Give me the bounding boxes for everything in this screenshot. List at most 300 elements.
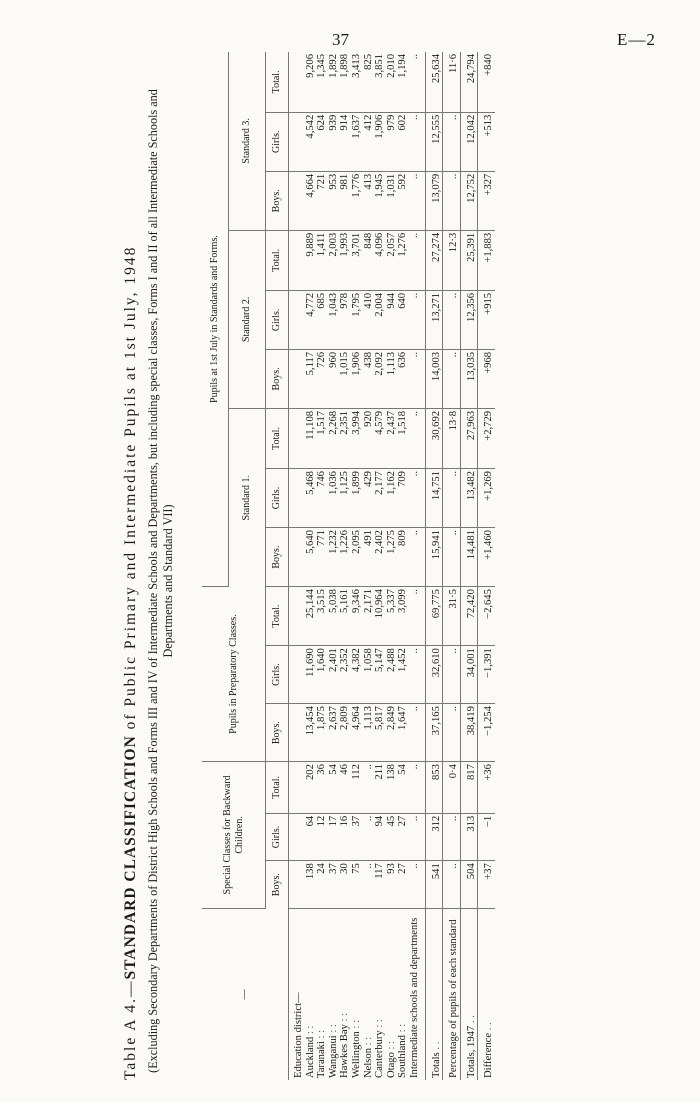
row-leader-dots: : : xyxy=(304,1025,316,1035)
row-leader-dots: . . xyxy=(483,1022,495,1031)
table-cell: +1,269 xyxy=(478,469,495,528)
table-heading xyxy=(118,52,200,1080)
district-label xyxy=(351,908,363,1080)
table-cell: 312 xyxy=(425,813,443,860)
table-cell: .. xyxy=(409,52,425,112)
table-cell: 1,015 xyxy=(339,349,351,408)
table-cell: 5,640 xyxy=(305,528,317,587)
table-row xyxy=(374,52,386,1080)
table-cell: 726 xyxy=(316,349,328,408)
table-cell: 37 xyxy=(328,861,340,908)
table-cell: 410 xyxy=(363,290,375,349)
row-leader-dots: : : xyxy=(397,1023,409,1033)
table-cell: 2,402 xyxy=(374,528,386,587)
table-cell: 979 xyxy=(386,112,398,171)
row-label-text: Wellington xyxy=(350,1031,362,1078)
table-cell: 960 xyxy=(328,349,340,408)
row-label-text: Totals, 1947 xyxy=(465,1025,477,1078)
table-cell: 112 xyxy=(351,762,363,814)
table-cell: 12 xyxy=(316,813,328,860)
table-cell: 1,043 xyxy=(328,290,340,349)
table-cell: 1,452 xyxy=(397,646,409,704)
table-cell: .. xyxy=(409,861,425,908)
table-cell: 15,941 xyxy=(425,528,443,587)
table-cell: 685 xyxy=(316,290,328,349)
table-cell: 3,099 xyxy=(397,587,409,646)
table-cell: 5,337 xyxy=(386,587,398,646)
row-label-text: Otago xyxy=(385,1052,397,1078)
table-cell: 202 xyxy=(305,762,317,814)
table-cell: 3,515 xyxy=(316,587,328,646)
section-label: Education district— xyxy=(293,992,304,1078)
table-cell: 1,993 xyxy=(339,230,351,290)
table-cell-empty xyxy=(289,171,305,230)
table-cell: 72,420 xyxy=(460,587,478,646)
table-cell-empty xyxy=(289,469,305,528)
district-label xyxy=(305,908,317,1080)
table-cell-empty xyxy=(289,646,305,704)
table-cell: 2,488 xyxy=(386,646,398,704)
table-title xyxy=(122,52,140,1080)
table-row xyxy=(351,52,363,1080)
row-leader-dots: : : xyxy=(385,1040,397,1050)
table-cell: 4,382 xyxy=(351,646,363,704)
district-label xyxy=(328,908,340,1080)
table-cell: 1,647 xyxy=(397,704,409,762)
subcol-header-boys: Boys. xyxy=(266,349,289,408)
table-cell: .. xyxy=(409,587,425,646)
table-cell: 491 xyxy=(363,528,375,587)
subcol-header-total: Total. xyxy=(266,408,289,468)
table-cell: 5,147 xyxy=(374,646,386,704)
table-cell: 981 xyxy=(339,171,351,230)
table-cell: .. xyxy=(409,528,425,587)
row-label-text: Canterbury xyxy=(374,1030,386,1078)
table-cell: 12,555 xyxy=(425,112,443,171)
table-cell: 721 xyxy=(316,171,328,230)
table-cell: 413 xyxy=(363,171,375,230)
row-label-text: Hawkes Bay xyxy=(339,1024,351,1078)
table-cell: 771 xyxy=(316,528,328,587)
totals-row xyxy=(425,52,443,1080)
table-cell: .. xyxy=(409,290,425,349)
table-cell: 817 xyxy=(460,762,478,814)
table-cell: 32,610 xyxy=(425,646,443,704)
percentage-row xyxy=(443,52,461,1080)
table-cell: 13,482 xyxy=(460,469,478,528)
table-cell: .. xyxy=(409,646,425,704)
table-cell: 10,964 xyxy=(374,587,386,646)
table-cell: −1 xyxy=(478,813,495,860)
table-cell: 1,031 xyxy=(386,171,398,230)
table-cell: .. xyxy=(443,290,461,349)
table-cell: 920 xyxy=(363,408,375,468)
table-cell: 640 xyxy=(397,290,409,349)
table-cell: 1,125 xyxy=(339,469,351,528)
page-code: E—2 xyxy=(617,30,656,49)
table-cell: −1,391 xyxy=(478,646,495,704)
table-header xyxy=(202,52,289,1080)
table-cell: .. xyxy=(409,704,425,762)
table-cell: .. xyxy=(443,528,461,587)
table-cell: 30 xyxy=(339,861,351,908)
table-cell: 13,271 xyxy=(425,290,443,349)
table-cell: 1,226 xyxy=(339,528,351,587)
table-cell: 9,206 xyxy=(305,52,317,112)
table-cell: 5,161 xyxy=(339,587,351,646)
table-cell: 2,010 xyxy=(386,52,398,112)
table-cell: 14,481 xyxy=(460,528,478,587)
table-cell: .. xyxy=(409,469,425,528)
district-label xyxy=(409,908,425,1080)
table-cell: 2,401 xyxy=(328,646,340,704)
district-label xyxy=(339,908,351,1080)
table-cell: 1,276 xyxy=(397,230,409,290)
table-cell: 1,899 xyxy=(351,469,363,528)
table-cell: .. xyxy=(409,408,425,468)
district-label xyxy=(397,908,409,1080)
district-label xyxy=(316,908,328,1080)
table-cell: +2,729 xyxy=(478,408,495,468)
table-cell: 30,692 xyxy=(425,408,443,468)
table-cell: 27 xyxy=(397,861,409,908)
table-cell: 54 xyxy=(397,762,409,814)
table-cell: 14,751 xyxy=(425,469,443,528)
table-cell: 11,108 xyxy=(305,408,317,468)
table-cell-empty xyxy=(289,528,305,587)
table-cell: .. xyxy=(443,646,461,704)
table-body xyxy=(289,52,495,1080)
table-cell: 13,454 xyxy=(305,704,317,762)
row-leader-dots: . . xyxy=(465,1015,477,1024)
table-cell: .. xyxy=(363,762,375,814)
table-cell: 2,171 xyxy=(363,587,375,646)
table-row xyxy=(316,52,328,1080)
table-cell: 5,468 xyxy=(305,469,317,528)
table-cell-empty xyxy=(289,408,305,468)
row-label-text: Nelson xyxy=(362,1047,374,1078)
subcol-header-total: Total. xyxy=(266,587,289,646)
table-cell: .. xyxy=(443,349,461,408)
table-cell: 5,117 xyxy=(305,349,317,408)
table-cell: 0·4 xyxy=(443,762,461,814)
table-cell: +36 xyxy=(478,762,495,814)
table-cell: 4,964 xyxy=(351,704,363,762)
table-cell: 5,817 xyxy=(374,704,386,762)
row-leader-dots: : : xyxy=(350,1019,362,1029)
subcol-header-total: Total. xyxy=(266,52,289,112)
table-cell: 1,194 xyxy=(397,52,409,112)
table-cell: 38,419 xyxy=(460,704,478,762)
table-cell: +915 xyxy=(478,290,495,349)
table-cell: 34,001 xyxy=(460,646,478,704)
group-header-special: Special Classes for Backward Children. xyxy=(202,762,266,909)
table-cell: 54 xyxy=(328,762,340,814)
table-cell: 13,035 xyxy=(460,349,478,408)
table-cell-empty xyxy=(289,290,305,349)
table-cell: 592 xyxy=(397,171,409,230)
rotated-table-block xyxy=(118,52,576,1080)
table-cell-empty xyxy=(289,349,305,408)
table-cell-empty xyxy=(289,704,305,762)
table-cell-empty xyxy=(289,762,305,814)
subcol-header-boys: Boys. xyxy=(266,528,289,587)
table-cell: 93 xyxy=(386,861,398,908)
classification-table xyxy=(202,52,495,1080)
table-cell: 2,095 xyxy=(351,528,363,587)
table-cell: .. xyxy=(409,230,425,290)
table-cell: 2,092 xyxy=(374,349,386,408)
table-cell: 4,096 xyxy=(374,230,386,290)
row-leader-dots: : : xyxy=(374,1019,386,1028)
row-label-text: Difference xyxy=(483,1032,495,1078)
table-cell: 1,637 xyxy=(351,112,363,171)
table-cell: 2,637 xyxy=(328,704,340,762)
percentage-label xyxy=(443,908,461,1080)
table-row xyxy=(363,52,375,1080)
table-cell: 11,690 xyxy=(305,646,317,704)
table-cell: 1,875 xyxy=(316,704,328,762)
table-cell: +968 xyxy=(478,349,495,408)
table-cell: 1,345 xyxy=(316,52,328,112)
table-cell: 4,772 xyxy=(305,290,317,349)
table-row xyxy=(397,52,409,1080)
table-cell: 1,411 xyxy=(316,230,328,290)
table-row xyxy=(409,52,425,1080)
table-cell: 412 xyxy=(363,112,375,171)
table-cell: 1,906 xyxy=(374,112,386,171)
table-cell: 37,165 xyxy=(425,704,443,762)
table-cell: 37 xyxy=(351,813,363,860)
table-cell: 636 xyxy=(397,349,409,408)
table-cell: 12,752 xyxy=(460,171,478,230)
table-cell: 12,042 xyxy=(460,112,478,171)
table-cell: 746 xyxy=(316,469,328,528)
table-cell-empty xyxy=(289,861,305,908)
subcol-header-total: Total. xyxy=(266,762,289,814)
totals-1947-label xyxy=(460,908,478,1080)
table-cell: 13·8 xyxy=(443,408,461,468)
table-cell: 5,038 xyxy=(328,587,340,646)
totals-label xyxy=(425,908,443,1080)
table-cell: 25,144 xyxy=(305,587,317,646)
table-cell: 4,542 xyxy=(305,112,317,171)
table-cell: 3,413 xyxy=(351,52,363,112)
table-cell: 2,809 xyxy=(339,704,351,762)
table-cell: 953 xyxy=(328,171,340,230)
table-cell: 25,634 xyxy=(425,52,443,112)
table-cell: 438 xyxy=(363,349,375,408)
table-cell: 27 xyxy=(397,813,409,860)
table-cell: 1,640 xyxy=(316,646,328,704)
table-cell: −2,645 xyxy=(478,587,495,646)
table-cell: 2,004 xyxy=(374,290,386,349)
group-header-standard-3: Standard 3. xyxy=(229,52,266,230)
table-cell: .. xyxy=(443,171,461,230)
table-cell: 4,664 xyxy=(305,171,317,230)
row-label-text: Taranaki xyxy=(316,1041,328,1078)
table-cell: 825 xyxy=(363,52,375,112)
table-cell: .. xyxy=(443,469,461,528)
table-cell: 1,906 xyxy=(351,349,363,408)
table-cell: 1,058 xyxy=(363,646,375,704)
subcol-header-boys: Boys. xyxy=(266,861,289,908)
table-row xyxy=(305,52,317,1080)
row-label-text: Percentage of pupils of each standard xyxy=(448,919,460,1078)
table-cell: 75 xyxy=(351,861,363,908)
table-cell: 138 xyxy=(386,762,398,814)
table-cell: 27,274 xyxy=(425,230,443,290)
table-cell: 24 xyxy=(316,861,328,908)
table-cell: 1,892 xyxy=(328,52,340,112)
group-header-standard-2: Standard 2. xyxy=(229,230,266,408)
table-cell: 853 xyxy=(425,762,443,814)
table-cell: 25,391 xyxy=(460,230,478,290)
difference-row xyxy=(478,52,495,1080)
table-cell: 69,775 xyxy=(425,587,443,646)
table-cell: 1,898 xyxy=(339,52,351,112)
table-cell: .. xyxy=(443,861,461,908)
row-leader-dots: : : xyxy=(316,1029,328,1039)
table-cell: 2,177 xyxy=(374,469,386,528)
subcol-header-total: Total. xyxy=(266,230,289,290)
table-cell: 939 xyxy=(328,112,340,171)
row-label-text: Southland xyxy=(397,1035,409,1078)
table-cell: 36 xyxy=(316,762,328,814)
table-cell: 14,003 xyxy=(425,349,443,408)
subcol-header-boys: Boys. xyxy=(266,704,289,762)
table-cell-empty xyxy=(289,52,305,112)
table-cell: 978 xyxy=(339,290,351,349)
table-cell-empty xyxy=(289,813,305,860)
table-cell: .. xyxy=(409,112,425,171)
subcol-header-girls: Girls. xyxy=(266,290,289,349)
table-cell: +37 xyxy=(478,861,495,908)
table-cell: 45 xyxy=(386,813,398,860)
table-cell: .. xyxy=(363,861,375,908)
table-cell: 24,794 xyxy=(460,52,478,112)
district-label xyxy=(374,908,386,1080)
table-cell: 94 xyxy=(374,813,386,860)
table-cell: 2,003 xyxy=(328,230,340,290)
table-cell: 848 xyxy=(363,230,375,290)
table-cell: 16 xyxy=(339,813,351,860)
row-leader-dots: . . xyxy=(430,1041,442,1050)
subcol-header-girls: Girls. xyxy=(266,469,289,528)
table-cell: −1,254 xyxy=(478,704,495,762)
table-cell: 1,232 xyxy=(328,528,340,587)
group-header-preparatory: Pupils in Preparatory Classes. xyxy=(202,587,266,762)
totals-1947-row xyxy=(460,52,478,1080)
district-label xyxy=(386,908,398,1080)
row-leader-dots: : : xyxy=(327,1024,339,1033)
difference-label xyxy=(478,908,495,1080)
table-row xyxy=(339,52,351,1080)
table-cell: 504 xyxy=(460,861,478,908)
subcol-header-girls: Girls. xyxy=(266,646,289,704)
table-cell: 1,113 xyxy=(363,704,375,762)
subcol-header-boys: Boys. xyxy=(266,171,289,230)
table-cell: 1,945 xyxy=(374,171,386,230)
table-cell: 624 xyxy=(316,112,328,171)
title-prefix: Table A 4.— xyxy=(122,979,139,1080)
table-cell-empty xyxy=(289,230,305,290)
table-cell: 1,113 xyxy=(386,349,398,408)
table-cell: 17 xyxy=(328,813,340,860)
title-bold: STANDARD CLASSIFICATION xyxy=(122,735,139,980)
table-subtitle: (Excluding Secondary Departments of District High Schools and Forms III and IV of Intermediate Schools and Departments, but including special classes, Forms I and II of all Intermediate Schools and Departments and Standard VII) xyxy=(146,89,175,1073)
table-cell-empty xyxy=(289,587,305,646)
table-cell: 2,437 xyxy=(386,408,398,468)
table-cell: .. xyxy=(443,813,461,860)
table-cell: 1,162 xyxy=(386,469,398,528)
table-cell: 1,517 xyxy=(316,408,328,468)
table-cell: .. xyxy=(409,813,425,860)
table-cell: 313 xyxy=(460,813,478,860)
table-cell: 2,352 xyxy=(339,646,351,704)
table-cell: 1,275 xyxy=(386,528,398,587)
page-number: 37 xyxy=(332,30,349,49)
table-cell: 709 xyxy=(397,469,409,528)
group-header-standards: Pupils at 1st July in Standards and Forms. xyxy=(202,52,229,587)
table-cell: 11·6 xyxy=(443,52,461,112)
row-label-text: Auckland xyxy=(304,1036,316,1078)
table-row xyxy=(328,52,340,1080)
table-cell: 12,356 xyxy=(460,290,478,349)
table-cell: .. xyxy=(409,349,425,408)
table-cell: .. xyxy=(443,112,461,171)
table-cell: 2,057 xyxy=(386,230,398,290)
row-leader-dots: : : xyxy=(362,1036,374,1046)
title-rest: of Public Primary and Intermediate Pupils at 1st July, 1948 xyxy=(122,245,139,736)
table-cell: .. xyxy=(443,704,461,762)
table-cell: 541 xyxy=(425,861,443,908)
table-cell: +840 xyxy=(478,52,495,112)
row-label-text: Totals xyxy=(430,1052,442,1078)
table-cell: 46 xyxy=(339,762,351,814)
table-cell: 1,795 xyxy=(351,290,363,349)
table-cell: 64 xyxy=(305,813,317,860)
table-cell: 9,346 xyxy=(351,587,363,646)
table-cell: 211 xyxy=(374,762,386,814)
stub-header: — xyxy=(202,908,289,1080)
section-row xyxy=(289,52,305,1080)
table-cell: 4,579 xyxy=(374,408,386,468)
table-cell-empty xyxy=(289,112,305,171)
table-cell: 138 xyxy=(305,861,317,908)
table-cell: 944 xyxy=(386,290,398,349)
group-header-standard-1: Standard 1. xyxy=(229,408,266,586)
table-cell: .. xyxy=(409,171,425,230)
table-cell: 1,518 xyxy=(397,408,409,468)
table-cell: 12·3 xyxy=(443,230,461,290)
table-cell: 809 xyxy=(397,528,409,587)
table-cell: 27,963 xyxy=(460,408,478,468)
table-cell: 3,701 xyxy=(351,230,363,290)
table-cell: 13,079 xyxy=(425,171,443,230)
table-cell: 2,351 xyxy=(339,408,351,468)
table-row xyxy=(386,52,398,1080)
table-cell: +1,883 xyxy=(478,230,495,290)
table-cell: .. xyxy=(409,762,425,814)
table-cell: 9,889 xyxy=(305,230,317,290)
table-cell: 914 xyxy=(339,112,351,171)
table-cell: 3,851 xyxy=(374,52,386,112)
table-cell: 31·5 xyxy=(443,587,461,646)
table-cell: 117 xyxy=(374,861,386,908)
table-cell: 1,776 xyxy=(351,171,363,230)
district-label xyxy=(363,908,375,1080)
